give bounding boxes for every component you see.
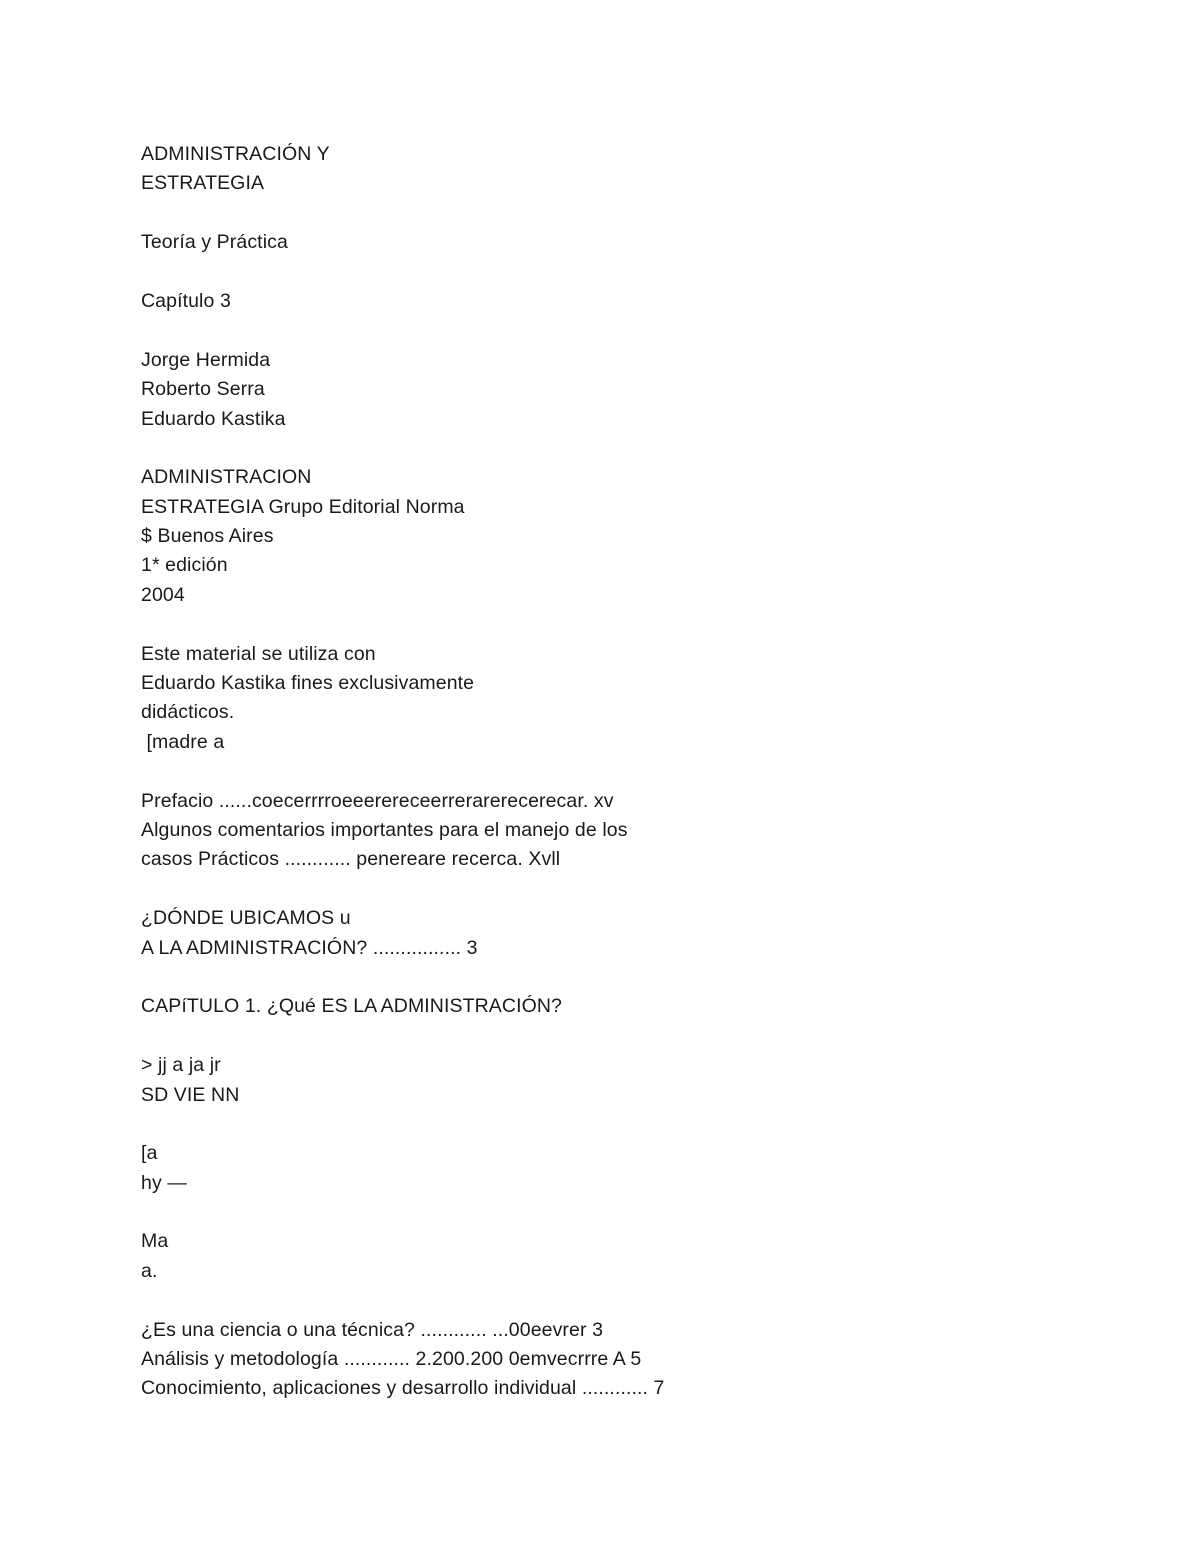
chapter-heading [141,992,1141,1021]
toc-entries [141,1316,1141,1404]
ocr-line: hy — [141,1171,187,1194]
chapter-heading-line: CAPíTULO 1. ¿Qué ES LA ADMINISTRACIÓN? [141,995,563,1018]
ocr-line: > jj a ja jr [141,1054,221,1077]
publication-line: 2004 [141,583,185,606]
ocr-line: [a [141,1142,158,1165]
toc-entry: Análisis y metodología ............ 2.200.200 0emvecrrre A 5 [141,1348,642,1371]
usage-notice [141,640,1141,758]
subtitle-line: Teoría y Práctica [141,231,288,254]
toc-entry: ¿Es una ciencia o una técnica? ............ ...00eevrer 3 [141,1318,604,1341]
ocr-line: a. [141,1259,158,1282]
book-subtitle [141,228,1141,257]
title-line: ESTRATEGIA [141,172,265,195]
chapter-line: Capítulo 3 [141,289,231,312]
ocr-line: SD VIE NN [141,1083,240,1106]
ocr-fragment [141,1051,1141,1110]
publication-line: ESTRATEGIA Grupo Editorial Norma [141,495,465,518]
part-heading-line: A LA ADMINISTRACIÓN? ................ 3 [141,936,478,959]
part-heading [141,904,1141,963]
publication-line: $ Buenos Aires [141,525,274,548]
toc-line: Algunos comentarios importantes para el manejo de los [141,818,628,841]
notice-line: [madre a [141,730,225,753]
ocr-fragment [141,1227,1141,1286]
toc-line: casos Prácticos ............ penereare recerca. Xvll [141,848,561,871]
document-body [141,140,1141,1433]
publication-line: ADMINISTRACION [141,466,312,489]
title-line: ADMINISTRACIÓN Y [141,143,330,165]
chapter-label [141,287,1141,316]
author-name: Eduardo Kastika [141,407,286,430]
ocr-line: Ma [141,1230,169,1253]
notice-line: Este material se utiliza con [141,642,376,665]
notice-line: didácticos. [141,701,235,724]
ocr-fragment [141,1139,1141,1198]
author-name: Jorge Hermida [141,348,271,371]
book-title [141,140,1141,199]
author-name: Roberto Serra [141,378,265,401]
authors-list [141,346,1141,434]
publication-info [141,463,1141,610]
toc-intro [141,787,1141,875]
toc-entry: Conocimiento, aplicaciones y desarrollo individual ............ 7 [141,1377,665,1400]
notice-line: Eduardo Kastika fines exclusivamente [141,672,475,695]
publication-line: 1* edición [141,554,228,577]
toc-line: Prefacio ......coecerrrroeeerereceerrerarerecerecar. xv [141,789,614,812]
part-heading-line: ¿DÓNDE UBICAMOS u [141,907,351,930]
